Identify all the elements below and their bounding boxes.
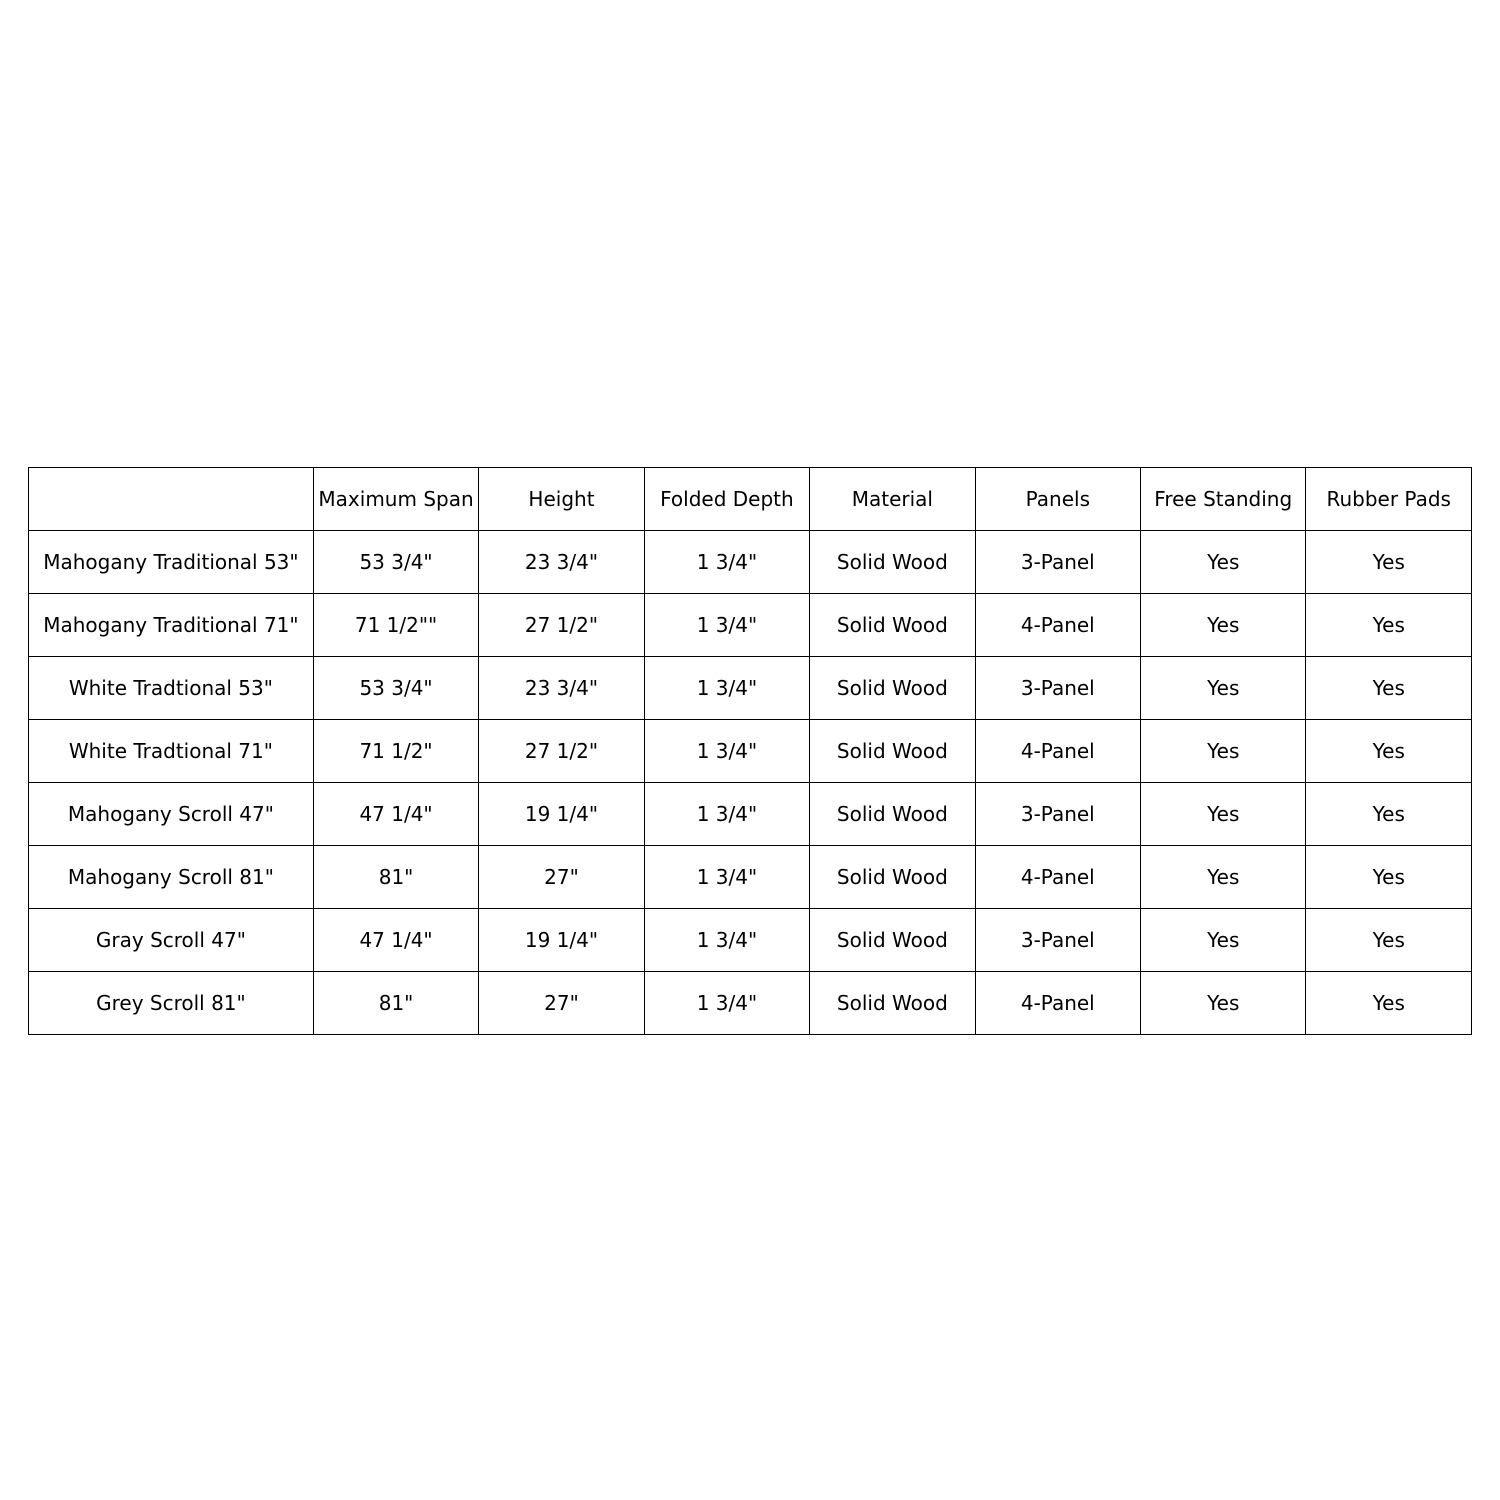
- folded-depth-cell: 1 3/4": [644, 909, 809, 972]
- product-name-cell: Gray Scroll 47": [29, 909, 314, 972]
- free-standing-cell: Yes: [1141, 783, 1306, 846]
- free-standing-cell: Yes: [1141, 909, 1306, 972]
- header-cell-rubber-pads: Rubber Pads: [1306, 468, 1472, 531]
- free-standing-cell: Yes: [1141, 531, 1306, 594]
- table-row: [29, 972, 1472, 1035]
- header-row: [29, 468, 1472, 531]
- header-cell-material: Material: [810, 468, 975, 531]
- height-cell: 27": [479, 846, 644, 909]
- rubber-pads-cell: Yes: [1306, 783, 1472, 846]
- maximum-span-cell: 81": [313, 972, 478, 1035]
- table-row: [29, 783, 1472, 846]
- product-name-cell: Grey Scroll 81": [29, 972, 314, 1035]
- height-cell: 19 1/4": [479, 909, 644, 972]
- table-row: [29, 594, 1472, 657]
- table-row: [29, 531, 1472, 594]
- header-cell-empty: [29, 468, 314, 531]
- maximum-span-cell: 47 1/4": [313, 909, 478, 972]
- maximum-span-cell: 53 3/4": [313, 531, 478, 594]
- panels-cell: 4-Panel: [975, 720, 1140, 783]
- folded-depth-cell: 1 3/4": [644, 594, 809, 657]
- panels-cell: 3-Panel: [975, 783, 1140, 846]
- spec-comparison-table: [28, 467, 1472, 1035]
- material-cell: Solid Wood: [810, 594, 975, 657]
- height-cell: 23 3/4": [479, 531, 644, 594]
- panels-cell: 3-Panel: [975, 531, 1140, 594]
- product-name-cell: Mahogany Scroll 47": [29, 783, 314, 846]
- height-cell: 27": [479, 972, 644, 1035]
- table-row: [29, 846, 1472, 909]
- height-cell: 27 1/2": [479, 720, 644, 783]
- product-name-cell: Mahogany Traditional 53": [29, 531, 314, 594]
- rubber-pads-cell: Yes: [1306, 531, 1472, 594]
- header-cell-folded-depth: Folded Depth: [644, 468, 809, 531]
- material-cell: Solid Wood: [810, 720, 975, 783]
- height-cell: 19 1/4": [479, 783, 644, 846]
- free-standing-cell: Yes: [1141, 846, 1306, 909]
- rubber-pads-cell: Yes: [1306, 846, 1472, 909]
- free-standing-cell: Yes: [1141, 657, 1306, 720]
- header-cell-free-standing: Free Standing: [1141, 468, 1306, 531]
- product-name-cell: Mahogany Scroll 81": [29, 846, 314, 909]
- maximum-span-cell: 47 1/4": [313, 783, 478, 846]
- panels-cell: 4-Panel: [975, 594, 1140, 657]
- height-cell: 27 1/2": [479, 594, 644, 657]
- folded-depth-cell: 1 3/4": [644, 531, 809, 594]
- material-cell: Solid Wood: [810, 846, 975, 909]
- free-standing-cell: Yes: [1141, 972, 1306, 1035]
- folded-depth-cell: 1 3/4": [644, 972, 809, 1035]
- material-cell: Solid Wood: [810, 783, 975, 846]
- rubber-pads-cell: Yes: [1306, 972, 1472, 1035]
- rubber-pads-cell: Yes: [1306, 594, 1472, 657]
- product-name-cell: White Tradtional 53": [29, 657, 314, 720]
- folded-depth-cell: 1 3/4": [644, 783, 809, 846]
- header-cell-height: Height: [479, 468, 644, 531]
- maximum-span-cell: 53 3/4": [313, 657, 478, 720]
- product-name-cell: White Tradtional 71": [29, 720, 314, 783]
- header-cell-maximum-span: Maximum Span: [313, 468, 478, 531]
- rubber-pads-cell: Yes: [1306, 657, 1472, 720]
- panels-cell: 4-Panel: [975, 972, 1140, 1035]
- maximum-span-cell: 71 1/2"": [313, 594, 478, 657]
- free-standing-cell: Yes: [1141, 594, 1306, 657]
- panels-cell: 3-Panel: [975, 657, 1140, 720]
- height-cell: 23 3/4": [479, 657, 644, 720]
- material-cell: Solid Wood: [810, 531, 975, 594]
- material-cell: Solid Wood: [810, 972, 975, 1035]
- rubber-pads-cell: Yes: [1306, 909, 1472, 972]
- rubber-pads-cell: Yes: [1306, 720, 1472, 783]
- maximum-span-cell: 71 1/2": [313, 720, 478, 783]
- material-cell: Solid Wood: [810, 657, 975, 720]
- material-cell: Solid Wood: [810, 909, 975, 972]
- folded-depth-cell: 1 3/4": [644, 846, 809, 909]
- panels-cell: 4-Panel: [975, 846, 1140, 909]
- table-row: [29, 657, 1472, 720]
- free-standing-cell: Yes: [1141, 720, 1306, 783]
- panels-cell: 3-Panel: [975, 909, 1140, 972]
- folded-depth-cell: 1 3/4": [644, 720, 809, 783]
- table-row: [29, 720, 1472, 783]
- maximum-span-cell: 81": [313, 846, 478, 909]
- table-row: [29, 909, 1472, 972]
- header-cell-panels: Panels: [975, 468, 1140, 531]
- folded-depth-cell: 1 3/4": [644, 657, 809, 720]
- product-name-cell: Mahogany Traditional 71": [29, 594, 314, 657]
